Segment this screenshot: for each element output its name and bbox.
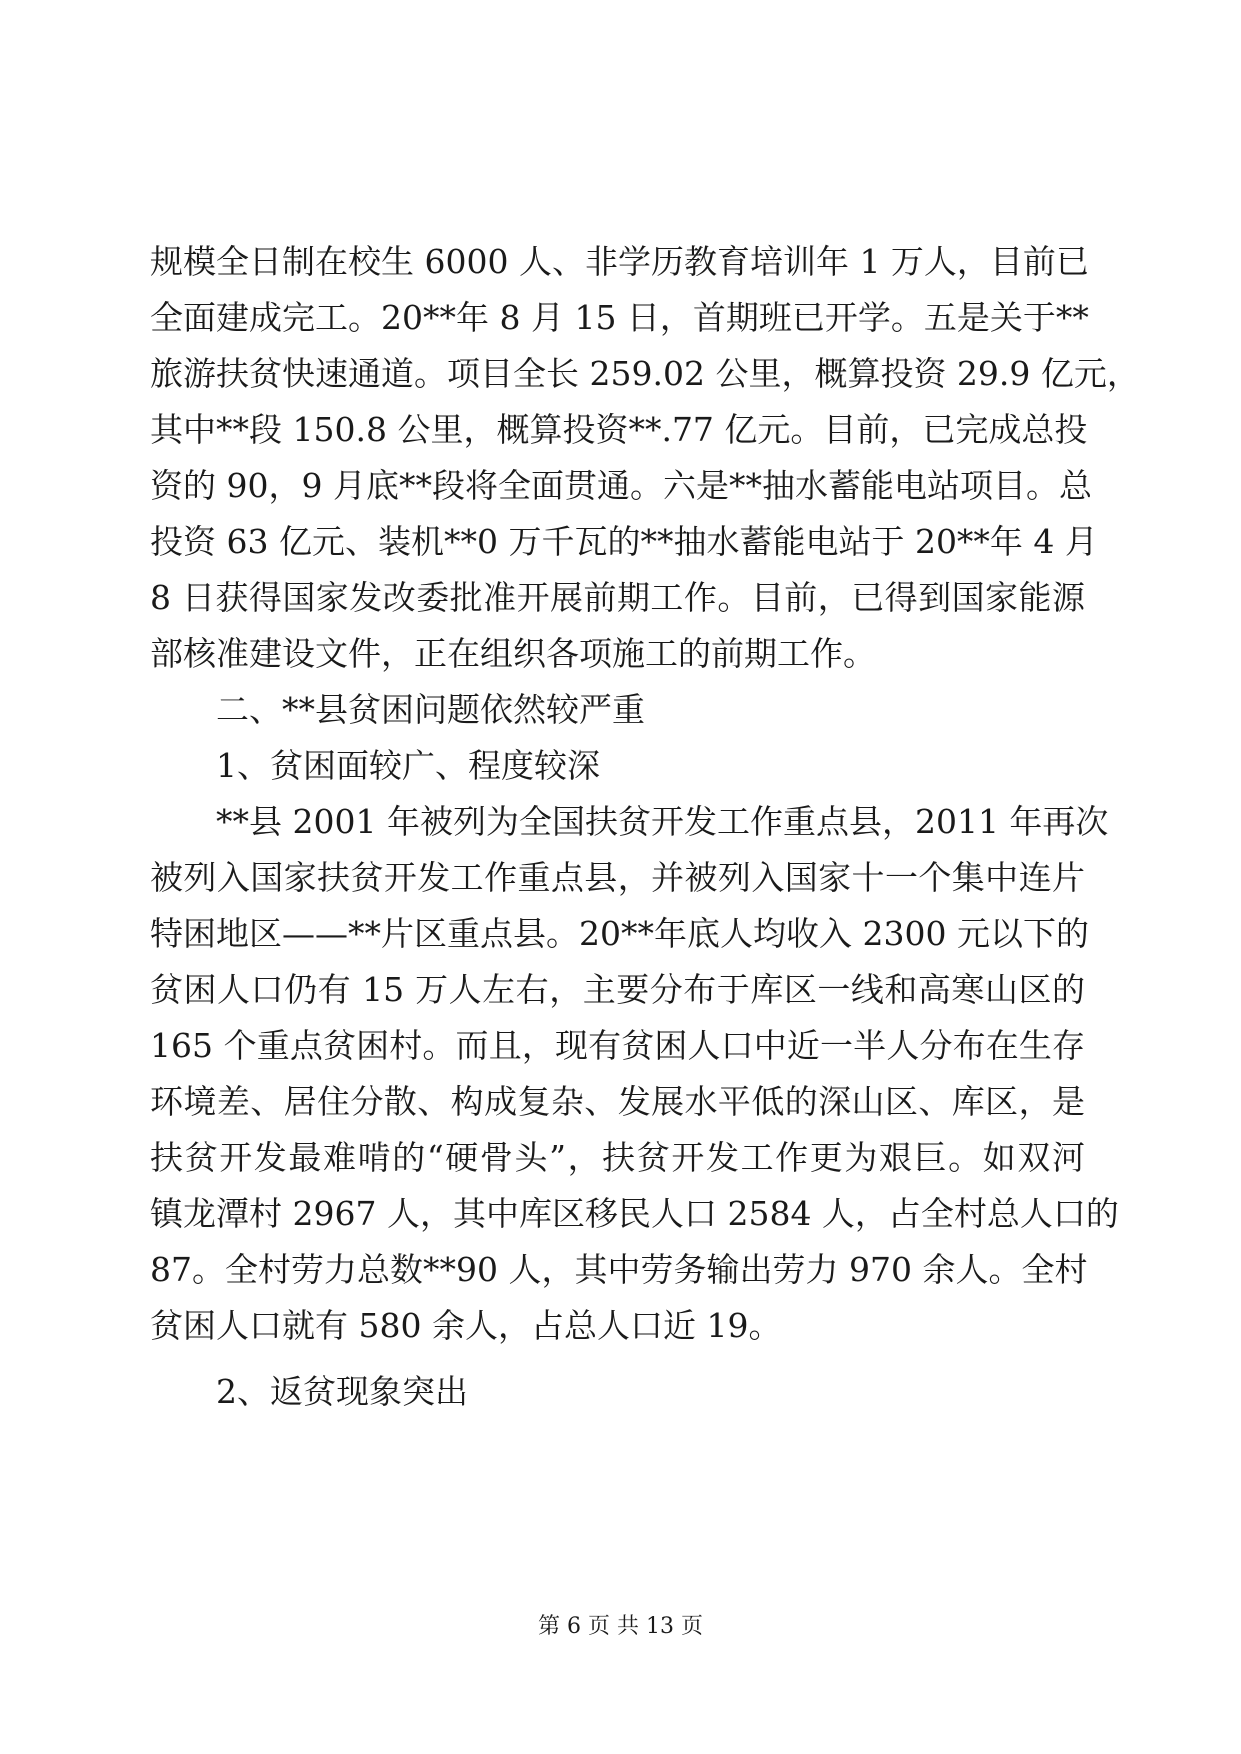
- body-line: 环境差、居住分散、构成复杂、发展水平低的深山区、库区，是: [150, 1082, 1085, 1121]
- body-line: 贫困人口仍有 15 万人左右，主要分布于库区一线和高寒山区的: [150, 970, 1085, 1009]
- body-line: **县 2001 年被列为全国扶贫开发工作重点县，2011 年再次: [216, 802, 1109, 841]
- body-line: 旅游扶贫快速通道。项目全长 259.02 公里，概算投资 29.9 亿元，: [150, 354, 1140, 393]
- body-line: 投资 63 亿元、装机**0 万千瓦的**抽水蓄能电站于 20**年 4 月: [150, 522, 1098, 561]
- body-line: 特困地区——**片区重点县。20**年底人均收入 2300 元以下的: [150, 914, 1089, 953]
- body-line: 被列入国家扶贫开发工作重点县，并被列入国家十一个集中连片: [150, 858, 1085, 897]
- subsection-heading: 1、贫困面较广、程度较深: [216, 746, 600, 785]
- body-line: 87。全村劳力总数**90 人，其中劳务输出劳力 970 余人。全村: [150, 1250, 1088, 1289]
- body-line: 规模全日制在校生 6000 人、非学历教育培训年 1 万人，目前已: [150, 242, 1089, 281]
- subsection-heading: 2、返贫现象突出: [216, 1372, 468, 1411]
- body-line: 贫困人口就有 580 余人，占总人口近 19。: [150, 1306, 782, 1345]
- body-line: 扶贫开发最难啃的“硬骨头”，扶贫开发工作更为艰巨。如双河: [150, 1138, 1085, 1177]
- body-line: 8 日获得国家发改委批准开展前期工作。目前，已得到国家能源: [150, 578, 1085, 617]
- body-line: 全面建成完工。20**年 8 月 15 日，首期班已开学。五是关于**: [150, 298, 1089, 337]
- section-heading: 二、**县贫困问题依然较严重: [216, 690, 645, 729]
- page-number-footer: 第 6 页 共 13 页: [538, 1614, 703, 1639]
- body-line: 部核准建设文件，正在组织各项施工的前期工作。: [150, 634, 876, 673]
- body-line: 165 个重点贫困村。而且，现有贫困人口中近一半人分布在生存: [150, 1026, 1085, 1065]
- body-line: 资的 90，9 月底**段将全面贯通。六是**抽水蓄能电站项目。总: [150, 466, 1092, 505]
- body-line: 其中**段 150.8 公里，概算投资**.77 亿元。目前，已完成总投: [150, 410, 1088, 449]
- body-line: 镇龙潭村 2967 人，其中库区移民人口 2584 人，占全村总人口的: [150, 1194, 1119, 1233]
